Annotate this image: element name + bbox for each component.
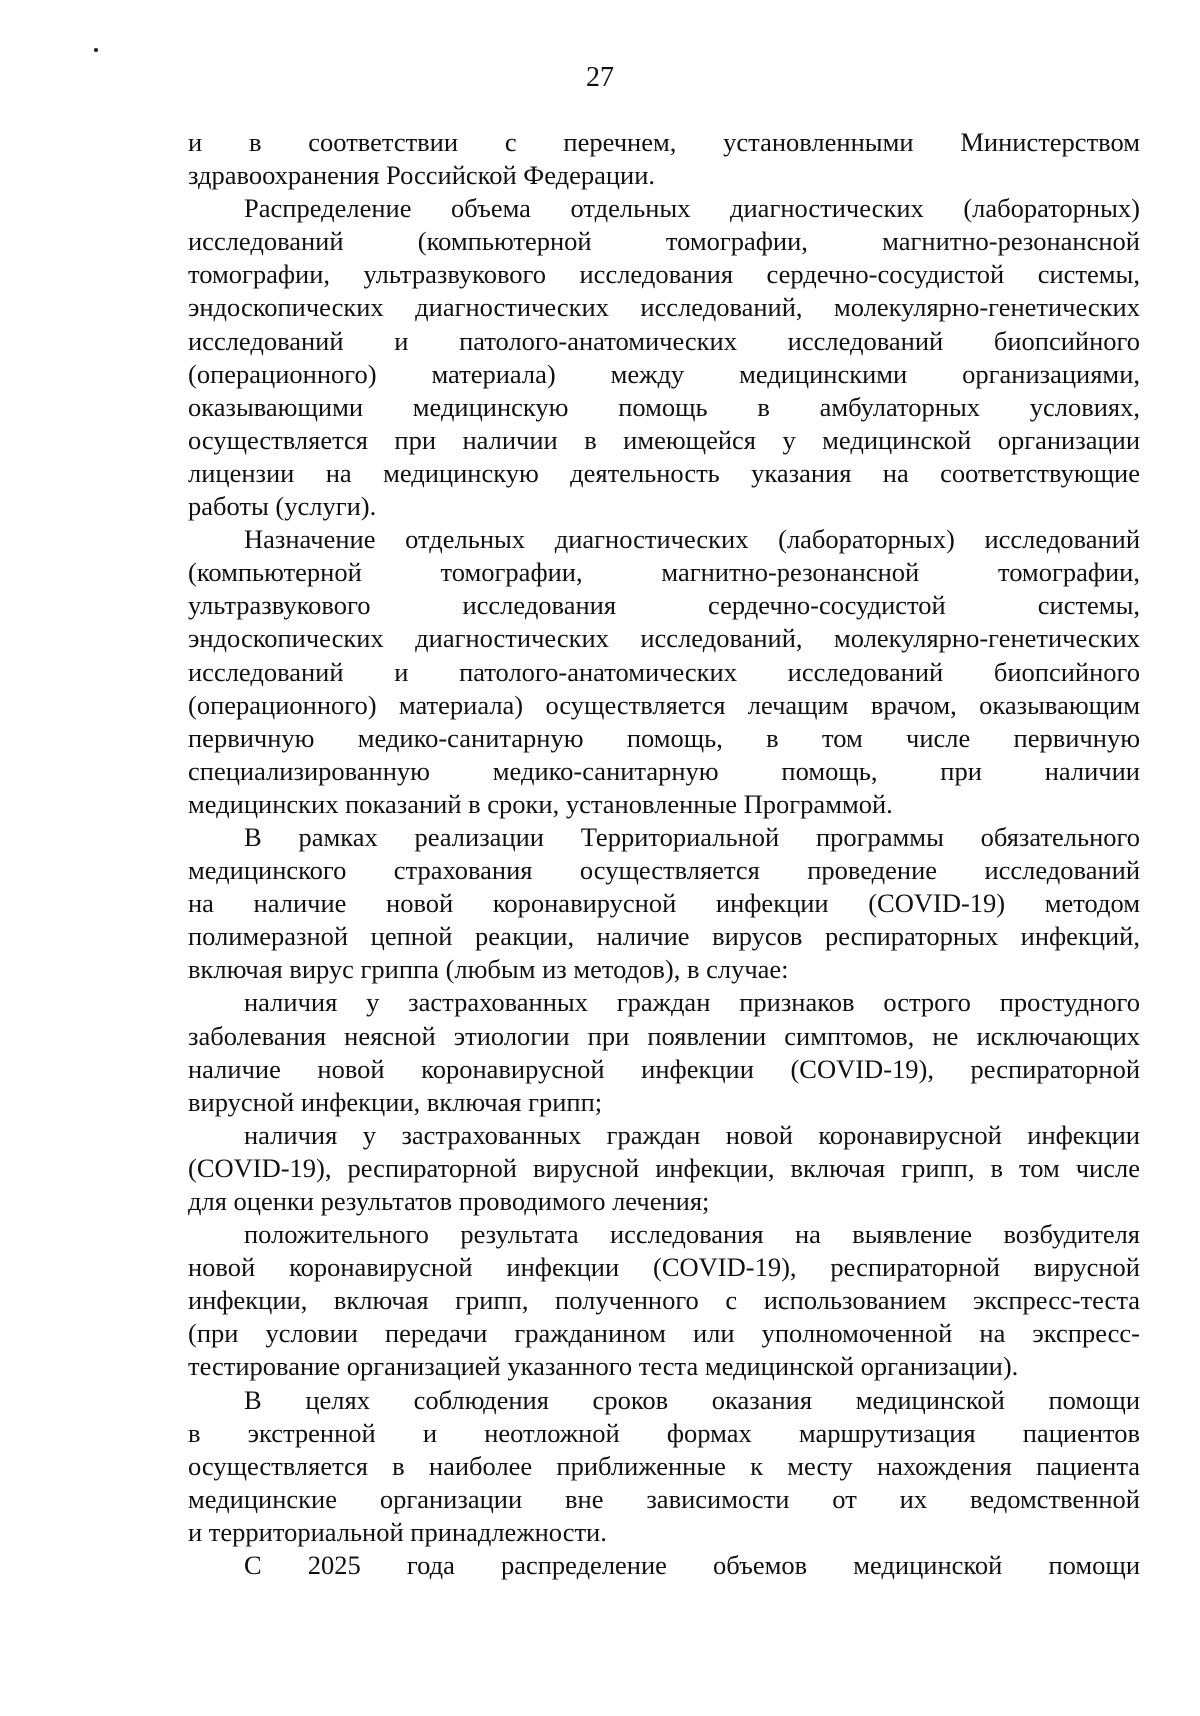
text-line: (операционного) материала) осуществляется лечащим врачом, оказывающим: [188, 689, 1140, 720]
text-line: (операционного) материала) между медицинскими организациями,: [188, 358, 1140, 389]
text-line: лицензии на медицинскую деятельность указания на соответствующие: [188, 457, 1140, 488]
text-line: полимеразной цепной реакции, наличие вирусов респираторных инфекций,: [188, 921, 1140, 952]
text-line: наличия у застрахованных граждан признаков острого простудного: [244, 987, 1140, 1018]
text-line: тестирование организацией указанного теста медицинской организации).: [188, 1351, 1019, 1382]
document-body: [188, 126, 1140, 1582]
text-line: и территориальной принадлежности.: [188, 1516, 607, 1547]
text-line: ультразвукового исследования сердечно-сосудистой системы,: [188, 590, 1140, 621]
text-line: для оценки результатов проводимого лечения;: [188, 1186, 710, 1216]
text-line: включая вирус гриппа (любым из методов), в случае:: [188, 954, 789, 985]
text-line: Назначение отдельных диагностических (лабораторных) исследований: [244, 524, 1140, 555]
paragraph: [188, 821, 1140, 986]
text-line: Распределение объема отдельных диагностических (лабораторных): [244, 193, 1140, 224]
paragraph: [188, 1549, 1140, 1582]
text-line: С 2025 года распределение объемов медицинской помощи: [244, 1550, 1140, 1581]
text-line: новой коронавирусной инфекции (COVID-19), респираторной вирусной: [188, 1252, 1140, 1283]
text-line: (компьютерной томографии, магнитно-резонансной томографии,: [188, 557, 1140, 588]
text-line: и в соответствии с перечнем, установленными Министерством: [188, 127, 1140, 157]
paragraph: [188, 126, 1140, 192]
text-line: наличие новой коронавирусной инфекции (COVID-19), респираторной: [188, 1053, 1140, 1084]
paragraph: [188, 1384, 1140, 1549]
text-line: исследований и патолого-анатомических исследований биопсийного: [188, 325, 1140, 356]
text-line: вирусной инфекции, включая грипп;: [188, 1086, 603, 1117]
paragraph: [188, 192, 1140, 523]
text-line: работы (услуги).: [188, 491, 377, 522]
text-line: осуществляется в наиболее приближенные к месту нахождения пациента: [188, 1450, 1140, 1481]
text-line: томографии, ультразвукового исследования сердечно-сосудистой системы,: [188, 259, 1140, 290]
text-line: инфекции, включая грипп, полученного с использованием экспресс-теста: [188, 1285, 1140, 1316]
text-line: медицинских показаний в сроки, установленные Программой.: [188, 788, 893, 819]
text-line: исследований (компьютерной томографии, магнитно-резонансной: [188, 226, 1140, 257]
scan-speck: [94, 48, 98, 52]
text-line: на наличие новой коронавирусной инфекции (COVID-19) методом: [188, 888, 1140, 919]
text-line: первичную медико-санитарную помощь, в том числе первичную: [188, 722, 1140, 753]
text-line: эндоскопических диагностических исследований, молекулярно-генетических: [188, 623, 1140, 654]
text-line: медицинские организации вне зависимости от их ведомственной: [188, 1483, 1140, 1514]
text-line: наличия у застрахованных граждан новой коронавирусной инфекции: [244, 1119, 1140, 1150]
paragraph: [188, 1218, 1140, 1383]
text-line: (COVID-19), респираторной вирусной инфекции, включая грипп, в том числе: [188, 1152, 1140, 1183]
text-line: осуществляется при наличии в имеющейся у медицинской организации: [188, 424, 1140, 455]
paragraph: [188, 523, 1140, 821]
paragraph: [188, 986, 1140, 1118]
text-line: здравоохранения Российской Федерации.: [188, 160, 656, 191]
text-line: исследований и патолого-анатомических исследований биопсийного: [188, 656, 1140, 687]
page-number: 27: [586, 62, 614, 93]
text-line: В рамках реализации Территориальной программы обязательного: [244, 821, 1140, 852]
text-line: положительного результата исследования на выявление возбудителя: [244, 1219, 1140, 1250]
text-line: специализированную медико-санитарную помощь, при наличии: [188, 755, 1140, 786]
text-line: оказывающими медицинскую помощь в амбулаторных условиях,: [188, 391, 1140, 422]
text-line: В целях соблюдения сроков оказания медицинской помощи: [244, 1384, 1140, 1415]
text-line: (при условии передачи гражданином или уполномоченной на экспресс-: [188, 1318, 1140, 1349]
text-line: заболевания неясной этиологии при появлении симптомов, не исключающих: [188, 1020, 1140, 1051]
text-line: в экстренной и неотложной формах маршрутизация пациентов: [188, 1417, 1140, 1448]
text-line: эндоскопических диагностических исследований, молекулярно-генетических: [188, 292, 1140, 323]
paragraph: [188, 1119, 1140, 1218]
text-line: медицинского страхования осуществляется проведение исследований: [188, 855, 1140, 886]
